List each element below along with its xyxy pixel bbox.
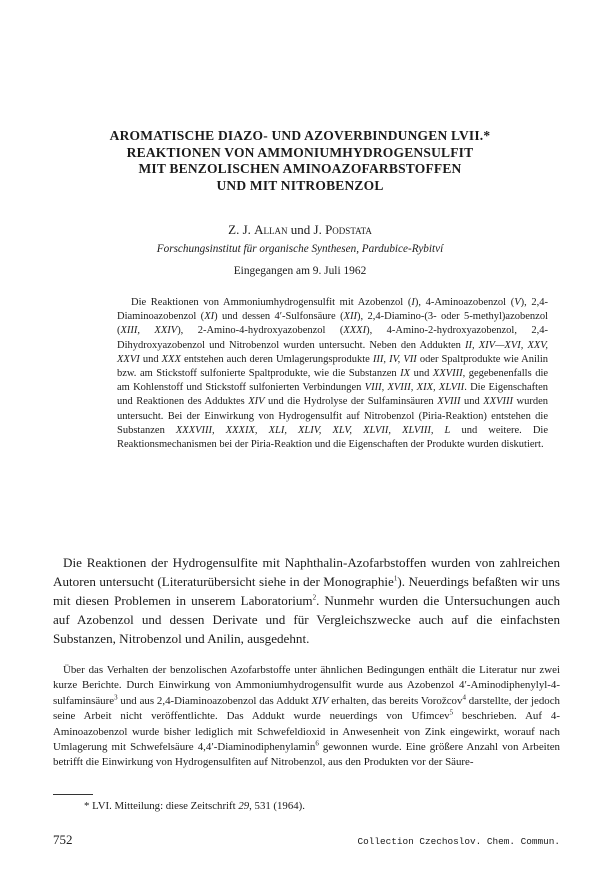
- text-run: ) und dessen 4′-Sulfonsäure (: [214, 311, 344, 323]
- text-run: Die Reaktionen der Hydrogensulfite mit Naphthalin-Azofarbstoffen wurden von zahlreichen Autoren untersucht (Literaturübersicht siehe in der Monographie: [53, 555, 560, 590]
- italic-term: XXXI: [343, 325, 367, 337]
- journal-name: Collection Czechoslov. Chem. Commun.: [357, 836, 560, 847]
- italic-term: I: [411, 297, 415, 308]
- received-date: Eingegangen am 9. Juli 1962: [233, 265, 367, 277]
- italic-term: XXX: [161, 353, 181, 365]
- footnote-rule: [53, 794, 93, 795]
- text-run: , 531 (1964).: [249, 800, 305, 812]
- footnote: [84, 799, 305, 813]
- text-run: wurden untersucht. Bei der Einwirkung von Hydrogensulfit auf Nitrobenzol (Piria-Reaktion) entstehen die Substanzen: [117, 396, 548, 436]
- italic-term: III, IV, VII: [372, 353, 417, 365]
- text-run: erhalten, das bereits Vorožcov: [328, 694, 463, 707]
- text-run: und weitere. Die Reaktionsmechanismen bei der Piria-Reaktion und die Eigenschaften der Produkte wurden diskutiert.: [117, 424, 548, 451]
- text-run: und: [139, 353, 162, 365]
- italic-term: XIV: [248, 396, 265, 408]
- author-1-initials: Z. J.: [228, 222, 255, 237]
- text-run: Über das Verhalten der benzolischen Azofarbstoffe unter ähnlichen Bedingungen enthält die Literatur nur zwei kurze Berichte. Durch Einwirkung von Ammoniumhydrogensulfit wurde aus Azobenzol 4′-Aminodiphenylyl-4-sulfaminsäure: [53, 664, 560, 707]
- author-joiner: und J.: [287, 222, 326, 237]
- text-run: entstehen auch deren Umlagerungsprodukte: [180, 353, 373, 365]
- text-run: . Nunmehr wurden die Untersuchungen auch auf Azobenzol und dessen Derivate und für Vergleichszwecke auch auf die einfachsten Substanzen, Nitrobenzol und Anilin, ausgedehnt.: [53, 593, 560, 647]
- author-2-surname: Podstata: [325, 222, 372, 237]
- body-paragraph: [53, 663, 560, 771]
- text-run: , gegebenenfalls die am Kohlenstoff und Stickstoff sulfonierten Verbindungen: [117, 368, 549, 394]
- text-run: ), 4-Amino-2-hydroxyazobenzol, 2,4-Dihydroxyazobenzol und Nitrobenzol wurden untersucht. Neben den Addukten: [117, 325, 548, 351]
- reference-marker: 2: [312, 593, 317, 602]
- abstract: [117, 296, 548, 452]
- italic-term: IX: [400, 368, 411, 380]
- reference-marker: 5: [449, 708, 454, 717]
- text-run: und aus 2,4-Diaminoazobenzol das Addukt: [117, 694, 312, 707]
- title-line-4: UND MIT NITROBENZOL: [216, 177, 384, 193]
- text-run: oder Spaltprodukte wie Anilin bzw. am Stickstoff sulfonierte Spaltprodukte, wie die Substanzen: [117, 353, 548, 380]
- italic-term: XIII, XXIV: [120, 325, 178, 337]
- intro-paragraph: [53, 553, 560, 648]
- italic-term: XXVIII: [432, 368, 463, 380]
- italic-term: VIII, XVIII, XIX, XLVII: [364, 382, 465, 394]
- reference-marker: 1: [393, 574, 398, 583]
- text-run: und: [410, 368, 433, 380]
- italic-term: 29: [238, 800, 250, 812]
- reference-marker: 6: [315, 739, 319, 748]
- italic-term: XII: [343, 311, 357, 323]
- text-run: gewonnen wurde. Eine größere Anzahl von Arbeiten betrifft die Einwirkung von Hydrogensulfiten auf Nitrobenzol, aus den Produkten vor der Säure-: [53, 741, 560, 769]
- article-title: [60, 128, 540, 194]
- italic-term: XXVIII: [483, 396, 513, 408]
- italic-term: XXXVIII, XXXIX, XLI, XLIV, XLV, XLVII, XLVIII, L: [175, 424, 451, 436]
- author-1-surname: Allan: [254, 222, 288, 237]
- italic-term: V: [514, 297, 521, 308]
- title-line-2: REAKTIONEN VON AMMONIUMHYDROGENSULFIT: [126, 144, 474, 160]
- title-line-1: AROMATISCHE DIAZO- UND AZOVERBINDUNGEN LVII.*: [109, 128, 491, 143]
- text-run: * LVI. Mitteilung: diese Zeitschrift: [84, 800, 239, 812]
- text-run: und die Hydrolyse der Sulfaminsäuren: [264, 396, 438, 408]
- reference-marker: 4: [462, 693, 466, 702]
- text-run: ), 2,4-Diamino-(3- oder 5-methyl)azobenzol (: [117, 311, 548, 337]
- text-run: ), 2-Amino-4-hydroxyazobenzol (: [177, 325, 344, 337]
- text-run: ), 2,4-Diaminoazobenzol (: [117, 297, 549, 323]
- title-line-3: MIT BENZOLISCHEN AMINOAZOFARBSTOFFEN: [138, 161, 462, 176]
- reference-marker: 3: [114, 693, 118, 702]
- authors: [60, 222, 540, 238]
- italic-term: XIV: [311, 694, 329, 707]
- text-run: ). Neuerdings befaßten wir uns mit diesen Problemen in unserem Laboratorium: [53, 574, 560, 609]
- page-number: 752: [53, 832, 73, 847]
- text-run: und: [460, 396, 484, 408]
- italic-term: XVIII: [437, 396, 461, 408]
- institute: Forschungsinstitut für organische Synthesen, Pardubice-Rybitví: [156, 243, 444, 255]
- text-run: beschrieben. Auf 4-Aminoazobenzol wurde bisher lediglich mit Schwefeldioxid in Anwesenheit von Zink eingewirkt, worauf nach Umlagerung mit Schwefelsäure 4,4′-Diaminodiphenylamin: [53, 710, 560, 754]
- italic-term: II, XIV—XVI, XXV, XXVI: [117, 339, 548, 365]
- text-run: ), 4-Aminoazobenzol (: [414, 297, 515, 308]
- italic-term: XI: [204, 311, 215, 323]
- text-run: . Die Eigenschaften und Reaktionen des Adduktes: [117, 382, 548, 408]
- text-run: darstellte, der jedoch seine Arbeit nicht veröffentlichte. Das Addukt wurde neuerdings von Ufimcev: [53, 694, 560, 723]
- text-run: Die Reaktionen von Ammoniumhydrogensulfit mit Azobenzol (: [131, 297, 412, 308]
